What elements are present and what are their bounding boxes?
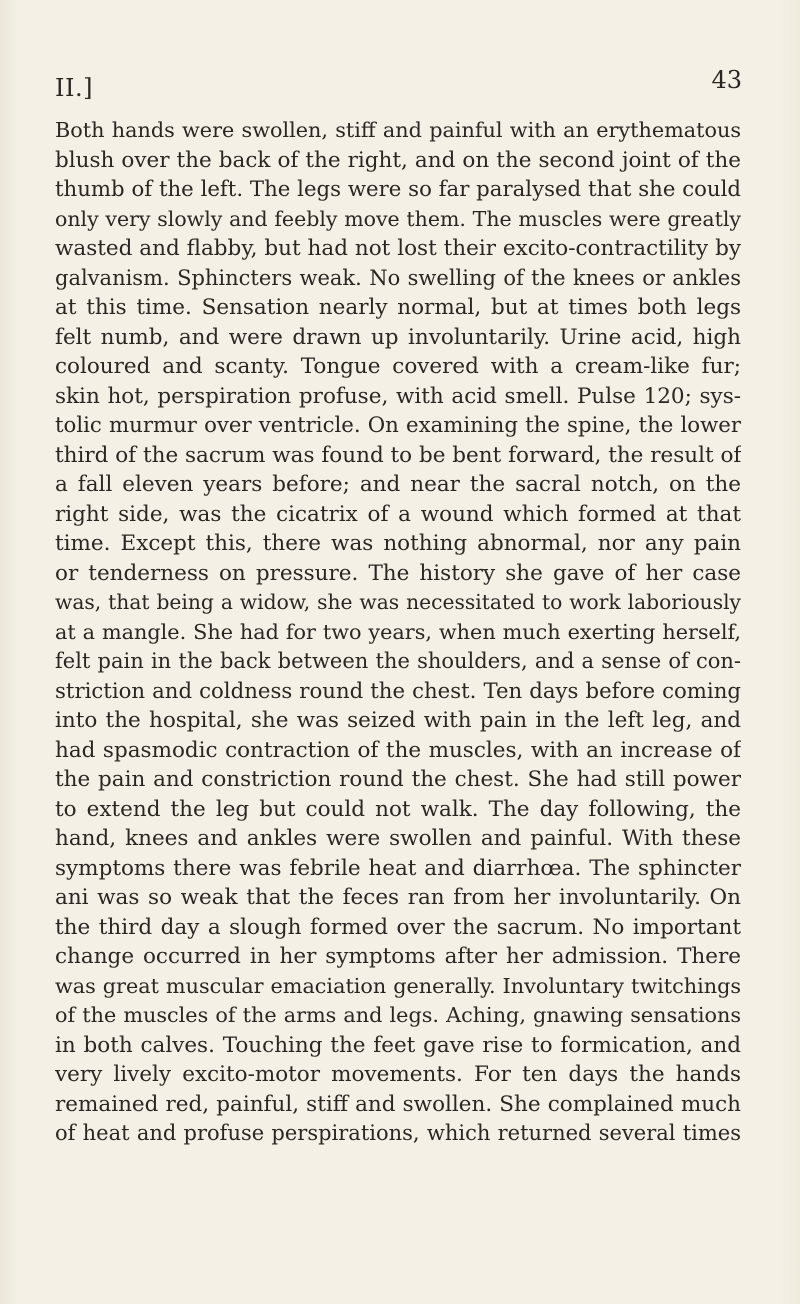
text-line: galvanism. Sphincters weak. No swelling of the knees or ankles xyxy=(55,265,741,290)
text-line: blush over the back of the right, and on the second joint of the xyxy=(55,147,741,173)
text-line: symptoms there was febrile heat and diarrhœa. The sphincter xyxy=(55,855,741,881)
text-line: ani was so weak that the feces ran from her involuntarily. On xyxy=(55,885,741,910)
text-line: at a mangle. She had for two years, when much exerting herself, xyxy=(55,619,741,644)
text-line: felt pain in the back between the shoulders, and a sense of con- xyxy=(55,649,741,673)
text-line: very lively excito-motor movements. For ten days the hands xyxy=(55,1062,741,1087)
text-line: of heat and profuse perspirations, which returned several times xyxy=(55,1121,741,1145)
text-line: of the muscles of the arms and legs. Aching, gnawing sensations xyxy=(55,1003,741,1027)
text-line: was great muscular emaciation generally. Involuntary twitchings xyxy=(55,973,741,998)
text-line: was, that being a widow, she was necessitated to work laboriously xyxy=(55,590,741,614)
text-line: felt numb, and were drawn up involuntarily. Urine acid, high xyxy=(55,324,741,350)
text-line: or tenderness on pressure. The history she gave of her case xyxy=(55,560,741,586)
text-line: in both calves. Touching the feet gave rise to formication, and xyxy=(55,1032,741,1058)
text-line: the third day a slough formed over the sacrum. No important xyxy=(55,914,741,940)
body-paragraph xyxy=(55,116,741,1149)
chapter-mark: II.] xyxy=(55,74,93,102)
text-line: hand, knees and ankles were swollen and painful. With these xyxy=(55,826,741,851)
text-line: to extend the leg but could not walk. The day following, the xyxy=(55,796,741,822)
text-line: striction and coldness round the chest. Ten days before coming xyxy=(55,678,741,704)
text-line: into the hospital, she was seized with pain in the left leg, and xyxy=(55,708,741,733)
text-line: change occurred in her symptoms after her admission. There xyxy=(55,944,741,969)
text-line: right side, was the cicatrix of a wound which formed at that xyxy=(55,501,741,527)
page-number: 43 xyxy=(711,66,742,94)
text-line: the pain and constriction round the chest. She had still power xyxy=(55,767,741,792)
text-line: had spasmodic contraction of the muscles, with an increase of xyxy=(55,737,741,763)
text-line: a fall eleven years before; and near the sacral notch, on the xyxy=(55,472,741,497)
text-line: only very slowly and feebly move them. The muscles were greatly xyxy=(55,206,741,231)
text-line: coloured and scanty. Tongue covered with a cream-like fur; xyxy=(55,354,741,379)
text-line: wasted and flabby, but had not lost their excito-contractility by xyxy=(55,236,741,261)
text-line: skin hot, perspiration profuse, with acid smell. Pulse 120; sys- xyxy=(55,383,741,409)
text-line: Both hands were swollen, stiff and painful with an erythematous xyxy=(55,118,741,142)
text-line: remained red, painful, stiff and swollen. She complained much xyxy=(55,1091,741,1117)
text-line: third of the sacrum was found to be bent forward, the result of xyxy=(55,442,741,468)
text-line: tolic murmur over ventricle. On examining the spine, the lower xyxy=(55,413,741,438)
text-line: at this time. Sensation nearly normal, but at times both legs xyxy=(55,295,741,320)
running-head xyxy=(55,66,742,108)
text-line: time. Except this, there was nothing abnormal, nor any pain xyxy=(55,531,741,556)
text-line: thumb of the left. The legs were so far paralysed that she could xyxy=(55,177,741,202)
